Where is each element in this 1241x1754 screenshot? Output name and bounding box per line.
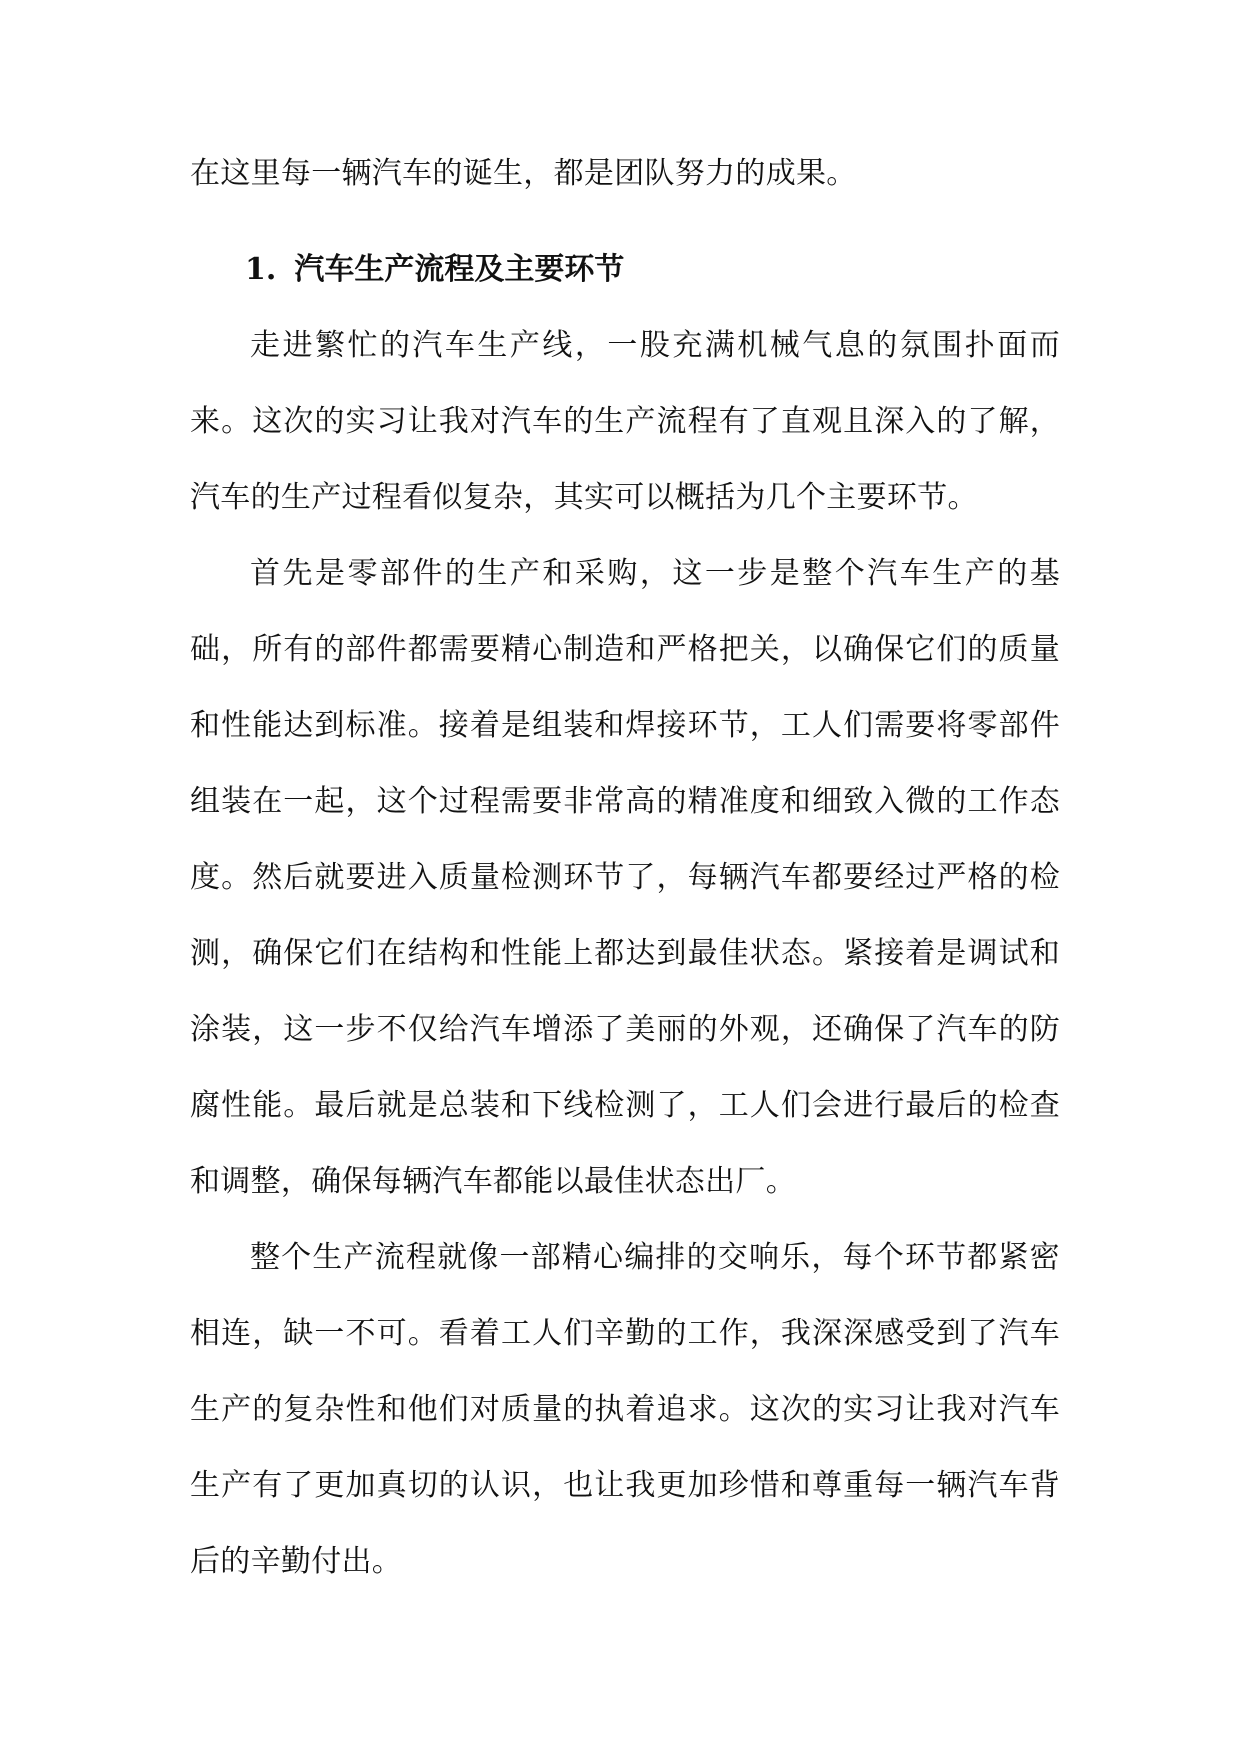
section-number: 1. — [245, 252, 277, 287]
document-body — [190, 136, 1060, 1600]
paragraph-production-intro: 走进繁忙的汽车生产线，一股充满机械气息的氛围扑面而来。这次的实习让我对汽车的生产流程有了直观且深入的了解，汽车的生产过程看似复杂，其实可以概括为几个主要环节。 — [190, 328, 1060, 515]
section-heading — [190, 232, 1060, 308]
section-title: 汽车生产流程及主要环节 — [294, 252, 625, 287]
paragraph-reflection: 整个生产流程就像一部精心编排的交响乐，每个环节都紧密相连，缺一不可。看着工人们辛勤的工作，我深深感受到了汽车生产的复杂性和他们对质量的执着追求。这次的实习让我对汽车生产有了更加真切的认识，也让我更加珍惜和尊重每一辆汽车背后的辛勤付出。 — [190, 1240, 1060, 1579]
paragraph-production-steps: 首先是零部件的生产和采购，这一步是整个汽车生产的基础，所有的部件都需要精心制造和严格把关，以确保它们的质量和性能达到标准。接着是组装和焊接环节，工人们需要将零部件组装在一起，这个过程需要非常高的精准度和细致入微的工作态度。然后就要进入质量检测环节了，每辆汽车都要经过严格的检测，确保它们在结构和性能上都达到最佳状态。紧接着是调试和涂装，这一步不仅给汽车增添了美丽的外观，还确保了汽车的防腐性能。最后就是总装和下线检测了，工人们会进行最后的检查和调整，确保每辆汽车都能以最佳状态出厂。 — [190, 556, 1060, 1199]
continuation-text: 在这里每一辆汽车的诞生，都是团队努力的成果。 — [190, 156, 857, 191]
